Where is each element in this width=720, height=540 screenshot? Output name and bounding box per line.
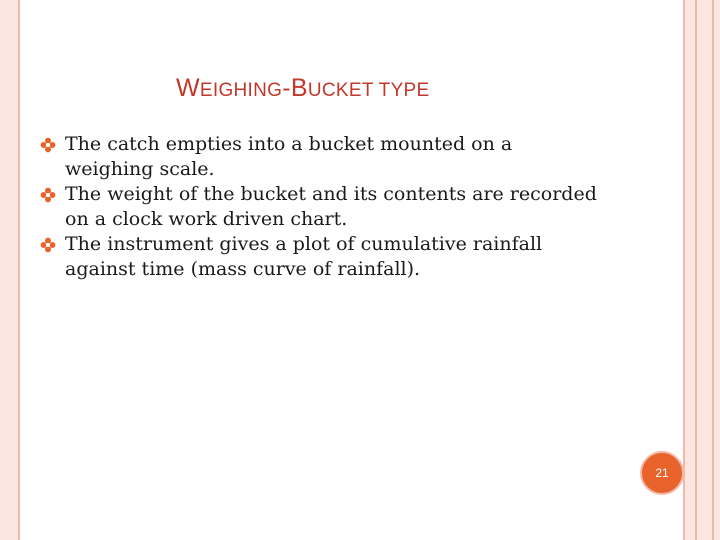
bullet-text: The instrument gives a plot of cumulative rainfall against time (mass curve of rainfall). (65, 233, 543, 280)
title-dash: - (282, 74, 291, 102)
left-frame-line (18, 0, 20, 540)
title-word: EIGHING (199, 80, 283, 101)
right-frame-line (683, 0, 685, 540)
title-initial: W (176, 74, 200, 102)
flower-bullet-icon (40, 137, 56, 153)
flower-bullet-icon (40, 187, 56, 203)
bullet-item (40, 232, 600, 282)
bullet-item (40, 132, 600, 182)
slide-number-badge: 21 (640, 451, 684, 495)
right-frame-line (695, 0, 697, 540)
flower-bullet-icon (40, 237, 56, 253)
left-frame-band (0, 0, 18, 540)
bullet-list (40, 132, 600, 282)
right-frame-band (683, 0, 720, 540)
bullet-item (40, 182, 600, 232)
title-word: UCKET TYPE (307, 80, 430, 101)
bullet-text: The weight of the bucket and its contents are recorded on a clock work driven chart. (65, 183, 597, 230)
right-frame-line (712, 0, 714, 540)
bullet-text: The catch empties into a bucket mounted on a weighing scale. (65, 133, 513, 180)
slide-title (176, 74, 430, 103)
title-initial: B (290, 74, 308, 102)
